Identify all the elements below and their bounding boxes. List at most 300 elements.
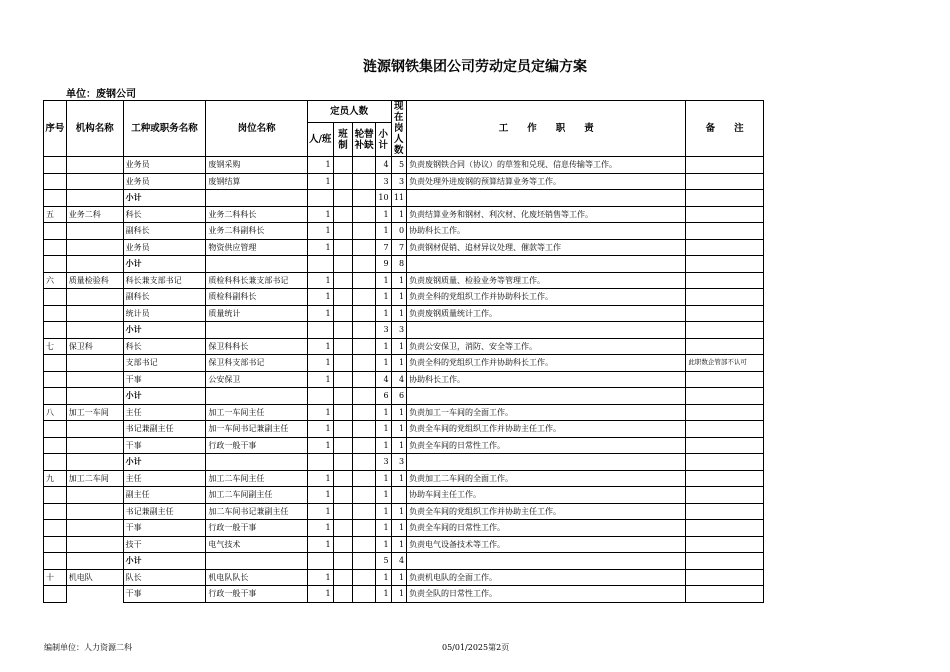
current-cell: 1 — [391, 305, 407, 322]
post-cell — [206, 454, 307, 471]
table-row — [44, 173, 764, 190]
seq-cell — [44, 487, 67, 504]
seq-cell — [44, 371, 67, 388]
post-cell: 机电队队长 — [206, 569, 307, 586]
post-cell: 加工一车间主任 — [206, 404, 307, 421]
seq-cell — [44, 520, 67, 537]
remark-cell — [686, 371, 764, 388]
current-cell: 1 — [391, 338, 407, 355]
table-row — [44, 206, 764, 223]
job-cell: 业务员 — [123, 173, 206, 190]
table-row — [44, 355, 764, 372]
current-cell — [391, 487, 407, 504]
remark-cell — [686, 272, 764, 289]
post-cell: 行政一般干事 — [206, 520, 307, 537]
post-cell: 电气技术 — [206, 536, 307, 553]
job-cell: 业务员 — [123, 239, 206, 256]
seq-cell — [44, 239, 67, 256]
table-row — [44, 536, 764, 553]
remark-cell: 此职数企管部不认可 — [686, 355, 764, 372]
seq-cell — [44, 388, 67, 405]
shifts-cell — [333, 569, 353, 586]
shifts-cell — [333, 338, 353, 355]
relief-cell — [353, 223, 376, 240]
seq-cell: 十 — [44, 569, 67, 586]
org-cell: 机电队 — [66, 569, 123, 586]
post-cell: 行政一般干事 — [206, 437, 307, 454]
subtotal-cell: 1 — [376, 569, 392, 586]
subtotal-label: 小计 — [123, 454, 206, 471]
org-cell — [66, 536, 123, 553]
current-cell: 1 — [391, 437, 407, 454]
table-row — [44, 371, 764, 388]
post-cell: 质量统计 — [206, 305, 307, 322]
duty-cell: 协助科长工作。 — [407, 371, 686, 388]
subtotal-row — [44, 454, 764, 471]
seq-cell — [44, 553, 67, 570]
shifts-cell — [333, 322, 353, 339]
duty-cell: 负责废钢质量统计工作。 — [407, 305, 686, 322]
job-cell: 支部书记 — [123, 355, 206, 372]
remark-cell — [686, 190, 764, 207]
shifts-cell — [333, 289, 353, 306]
duty-cell: 负责全车间的党组织工作并协助主任工作。 — [407, 421, 686, 438]
job-cell: 主任 — [123, 404, 206, 421]
header-duty: 工 作 职 责 — [407, 101, 686, 157]
subtotal-cell: 1 — [376, 421, 392, 438]
subtotal-cell: 5 — [376, 553, 392, 570]
current-cell: 1 — [391, 520, 407, 537]
job-cell: 副主任 — [123, 487, 206, 504]
shifts-cell — [333, 272, 353, 289]
job-cell: 书记兼副主任 — [123, 421, 206, 438]
remark-cell — [686, 157, 764, 174]
relief-cell — [353, 536, 376, 553]
post-cell — [206, 256, 307, 273]
shifts-cell — [333, 437, 353, 454]
table-row — [44, 305, 764, 322]
relief-cell — [353, 371, 376, 388]
person-shift-cell: 1 — [307, 487, 333, 504]
duty-cell — [407, 553, 686, 570]
shifts-cell — [333, 586, 353, 603]
person-shift-cell: 1 — [307, 206, 333, 223]
post-cell: 业务二科科长 — [206, 206, 307, 223]
person-shift-cell — [307, 553, 333, 570]
duty-cell: 负责废钢铁合同（协议）的草签和兑现、信息传输等工作。 — [407, 157, 686, 174]
duty-cell: 负责机电队的全面工作。 — [407, 569, 686, 586]
person-shift-cell — [307, 190, 333, 207]
org-cell — [66, 437, 123, 454]
current-cell: 1 — [391, 536, 407, 553]
table-row — [44, 487, 764, 504]
org-cell — [66, 388, 123, 405]
current-cell: 8 — [391, 256, 407, 273]
seq-cell — [44, 173, 67, 190]
person-shift-cell: 1 — [307, 289, 333, 306]
duty-cell: 负责全科的党组织工作并协助科长工作。 — [407, 355, 686, 372]
org-cell — [66, 223, 123, 240]
current-cell: 0 — [391, 223, 407, 240]
subtotal-cell: 1 — [376, 404, 392, 421]
person-shift-cell — [307, 322, 333, 339]
seq-cell — [44, 256, 67, 273]
subtotal-row — [44, 388, 764, 405]
subtotal-label: 小计 — [123, 388, 206, 405]
job-cell: 主任 — [123, 470, 206, 487]
table-body — [44, 157, 764, 603]
current-cell: 1 — [391, 569, 407, 586]
person-shift-cell: 1 — [307, 520, 333, 537]
relief-cell — [353, 206, 376, 223]
shifts-cell — [333, 454, 353, 471]
org-cell — [66, 256, 123, 273]
duty-cell: 负责钢材促销、追材异议处理、催款等工作 — [407, 239, 686, 256]
duty-cell: 负责结算业务和钢材、利次材、化废坯销售等工作。 — [407, 206, 686, 223]
seq-cell — [44, 289, 67, 306]
job-cell: 干事 — [123, 586, 206, 603]
subtotal-row — [44, 553, 764, 570]
seq-cell — [44, 305, 67, 322]
person-shift-cell: 1 — [307, 503, 333, 520]
duty-cell: 负责处理外进废钢的预算结算业务等工作。 — [407, 173, 686, 190]
relief-cell — [353, 421, 376, 438]
subtotal-cell: 1 — [376, 355, 392, 372]
relief-cell — [353, 404, 376, 421]
duty-cell: 负责全队的日常性工作。 — [407, 586, 686, 603]
subtotal-cell: 1 — [376, 338, 392, 355]
relief-cell — [353, 503, 376, 520]
subtotal-row — [44, 322, 764, 339]
org-cell — [66, 289, 123, 306]
duty-cell — [407, 454, 686, 471]
job-cell: 技干 — [123, 536, 206, 553]
shifts-cell — [333, 239, 353, 256]
header-post: 岗位名称 — [206, 101, 307, 157]
remark-cell — [686, 586, 764, 603]
seq-cell — [44, 157, 67, 174]
job-cell: 业务员 — [123, 157, 206, 174]
remark-cell — [686, 404, 764, 421]
remark-cell — [686, 239, 764, 256]
subtotal-label: 小计 — [123, 190, 206, 207]
relief-cell — [353, 239, 376, 256]
org-cell: 保卫科 — [66, 338, 123, 355]
seq-cell — [44, 437, 67, 454]
person-shift-cell: 1 — [307, 173, 333, 190]
duty-cell — [407, 322, 686, 339]
org-cell — [66, 173, 123, 190]
relief-cell — [353, 256, 376, 273]
post-cell — [206, 322, 307, 339]
document-title: 涟源钢铁集团公司劳动定员定编方案 — [363, 59, 587, 75]
remark-cell — [686, 536, 764, 553]
subtotal-cell: 3 — [376, 322, 392, 339]
header-subtotal: 小计 — [376, 123, 392, 157]
org-cell — [66, 553, 123, 570]
person-shift-cell — [307, 256, 333, 273]
subtotal-cell: 3 — [376, 173, 392, 190]
relief-cell — [353, 338, 376, 355]
relief-cell — [353, 173, 376, 190]
remark-cell — [686, 173, 764, 190]
org-cell — [66, 239, 123, 256]
header-shifts: 班制 — [333, 123, 353, 157]
shifts-cell — [333, 190, 353, 207]
shifts-cell — [333, 206, 353, 223]
seq-cell — [44, 223, 67, 240]
table-row — [44, 421, 764, 438]
subtotal-cell: 1 — [376, 437, 392, 454]
org-cell — [66, 305, 123, 322]
seq-cell — [44, 355, 67, 372]
table-row — [44, 503, 764, 520]
duty-cell — [407, 388, 686, 405]
relief-cell — [353, 437, 376, 454]
shifts-cell — [333, 355, 353, 372]
duty-cell — [407, 190, 686, 207]
subtotal-cell: 9 — [376, 256, 392, 273]
remark-cell — [686, 470, 764, 487]
remark-cell — [686, 289, 764, 306]
duty-cell: 负责加工一车间的全面工作。 — [407, 404, 686, 421]
subtotal-cell: 4 — [376, 157, 392, 174]
subtotal-label: 小计 — [123, 322, 206, 339]
table-row — [44, 272, 764, 289]
current-cell: 1 — [391, 503, 407, 520]
footer-page: 05/01/2025第2页 — [442, 643, 510, 652]
duty-cell: 负责废钢质量、检验业务等管理工作。 — [407, 272, 686, 289]
shifts-cell — [333, 388, 353, 405]
person-shift-cell: 1 — [307, 371, 333, 388]
table-row — [44, 404, 764, 421]
person-shift-cell: 1 — [307, 404, 333, 421]
remark-cell — [686, 421, 764, 438]
job-cell: 科长兼支部书记 — [123, 272, 206, 289]
remark-cell — [686, 223, 764, 240]
job-cell: 副科长 — [123, 289, 206, 306]
header-org: 机构名称 — [66, 101, 123, 157]
seq-cell: 九 — [44, 470, 67, 487]
shifts-cell — [333, 223, 353, 240]
seq-cell — [44, 190, 67, 207]
current-cell: 11 — [391, 190, 407, 207]
subtotal-cell: 1 — [376, 503, 392, 520]
table-row — [44, 569, 764, 586]
post-cell: 质检科副科长 — [206, 289, 307, 306]
job-cell: 干事 — [123, 437, 206, 454]
remark-cell — [686, 569, 764, 586]
table-row — [44, 289, 764, 306]
subtotal-cell: 1 — [376, 520, 392, 537]
remark-cell — [686, 338, 764, 355]
relief-cell — [353, 487, 376, 504]
seq-cell: 五 — [44, 206, 67, 223]
subtotal-cell: 1 — [376, 272, 392, 289]
org-cell — [66, 454, 123, 471]
current-cell: 7 — [391, 239, 407, 256]
duty-cell: 协助科长工作。 — [407, 223, 686, 240]
seq-cell — [44, 586, 67, 603]
shifts-cell — [333, 470, 353, 487]
current-cell: 1 — [391, 586, 407, 603]
remark-cell — [686, 388, 764, 405]
duty-cell: 负责全科的党组织工作并协助科长工作。 — [407, 289, 686, 306]
remark-cell — [686, 503, 764, 520]
remark-cell — [686, 520, 764, 537]
remark-cell — [686, 305, 764, 322]
header-person-shift: 人/班 — [307, 123, 333, 157]
person-shift-cell: 1 — [307, 223, 333, 240]
post-cell — [206, 553, 307, 570]
org-cell — [66, 503, 123, 520]
remark-cell — [686, 454, 764, 471]
seq-cell — [44, 503, 67, 520]
post-cell: 废钢结算 — [206, 173, 307, 190]
person-shift-cell: 1 — [307, 586, 333, 603]
subtotal-cell: 1 — [376, 470, 392, 487]
shifts-cell — [333, 536, 353, 553]
remark-cell — [686, 322, 764, 339]
seq-cell: 八 — [44, 404, 67, 421]
relief-cell — [353, 470, 376, 487]
current-cell: 1 — [391, 206, 407, 223]
relief-cell — [353, 569, 376, 586]
org-cell: 业务二科 — [66, 206, 123, 223]
relief-cell — [353, 157, 376, 174]
duty-cell: 负责公安保卫，消防、安全等工作。 — [407, 338, 686, 355]
org-cell: 质量检验科 — [66, 272, 123, 289]
seq-cell — [44, 322, 67, 339]
subtotal-cell: 6 — [376, 388, 392, 405]
footer-compiler: 编制单位：人力资源二科 — [44, 643, 132, 652]
person-shift-cell: 1 — [307, 569, 333, 586]
table-row — [44, 157, 764, 174]
header-quota: 定员人数 — [307, 101, 391, 123]
subtotal-cell: 3 — [376, 454, 392, 471]
current-cell: 3 — [391, 173, 407, 190]
duty-cell: 负责全车间的日常性工作。 — [407, 437, 686, 454]
relief-cell — [353, 388, 376, 405]
subtotal-cell: 1 — [376, 536, 392, 553]
subtotal-row — [44, 190, 764, 207]
relief-cell — [353, 289, 376, 306]
post-cell: 加二车间书记兼副主任 — [206, 503, 307, 520]
table-row — [44, 338, 764, 355]
subtotal-label: 小计 — [123, 256, 206, 273]
person-shift-cell: 1 — [307, 355, 333, 372]
current-cell: 6 — [391, 388, 407, 405]
post-cell: 业务二科副科长 — [206, 223, 307, 240]
subtotal-label: 小计 — [123, 553, 206, 570]
subtotal-cell: 7 — [376, 239, 392, 256]
job-cell: 科长 — [123, 206, 206, 223]
subtotal-row — [44, 256, 764, 273]
current-cell: 3 — [391, 322, 407, 339]
relief-cell — [353, 190, 376, 207]
person-shift-cell: 1 — [307, 536, 333, 553]
person-shift-cell: 1 — [307, 272, 333, 289]
current-cell: 1 — [391, 421, 407, 438]
duty-cell: 负责加工二车间的全面工作。 — [407, 470, 686, 487]
post-cell — [206, 388, 307, 405]
org-cell — [66, 520, 123, 537]
post-cell: 行政一般干事 — [206, 586, 307, 603]
org-cell: 加工一车间 — [66, 404, 123, 421]
post-cell: 公安保卫 — [206, 371, 307, 388]
subtotal-cell: 10 — [376, 190, 392, 207]
person-shift-cell — [307, 454, 333, 471]
job-cell: 干事 — [123, 371, 206, 388]
duty-cell: 负责全车间的党组织工作并协助主任工作。 — [407, 503, 686, 520]
subtotal-cell: 1 — [376, 305, 392, 322]
org-cell — [66, 421, 123, 438]
duty-cell: 负责全车间的日常性工作。 — [407, 520, 686, 537]
post-cell: 质检科科长兼支部书记 — [206, 272, 307, 289]
org-cell — [66, 322, 123, 339]
shifts-cell — [333, 256, 353, 273]
table-row — [44, 470, 764, 487]
header-seq: 序号 — [44, 101, 67, 157]
header-remark: 备 注 — [686, 101, 764, 157]
subtotal-cell: 1 — [376, 586, 392, 603]
relief-cell — [353, 454, 376, 471]
org-cell: 加工二车间 — [66, 470, 123, 487]
shifts-cell — [333, 404, 353, 421]
duty-cell — [407, 256, 686, 273]
post-cell: 保卫科支部书记 — [206, 355, 307, 372]
shifts-cell — [333, 173, 353, 190]
shifts-cell — [333, 553, 353, 570]
current-cell: 3 — [391, 454, 407, 471]
current-cell: 4 — [391, 371, 407, 388]
person-shift-cell: 1 — [307, 470, 333, 487]
relief-cell — [353, 322, 376, 339]
remark-cell — [686, 553, 764, 570]
header-relief: 轮替补缺 — [353, 123, 376, 157]
seq-cell — [44, 536, 67, 553]
remark-cell — [686, 256, 764, 273]
person-shift-cell: 1 — [307, 437, 333, 454]
subtotal-cell: 1 — [376, 289, 392, 306]
job-cell: 队长 — [123, 569, 206, 586]
current-cell: 1 — [391, 289, 407, 306]
seq-cell — [44, 454, 67, 471]
table-row — [44, 223, 764, 240]
subtotal-cell: 1 — [376, 223, 392, 240]
shifts-cell — [333, 305, 353, 322]
unit-label: 单位：废钢公司 — [66, 89, 136, 100]
org-cell — [66, 371, 123, 388]
staffing-table — [43, 100, 764, 603]
person-shift-cell: 1 — [307, 239, 333, 256]
org-cell — [66, 586, 123, 603]
relief-cell — [353, 355, 376, 372]
job-cell: 统计员 — [123, 305, 206, 322]
shifts-cell — [333, 503, 353, 520]
duty-cell: 负责电气设备技术等工作。 — [407, 536, 686, 553]
relief-cell — [353, 272, 376, 289]
table-row — [44, 586, 764, 603]
post-cell: 物资供应管理 — [206, 239, 307, 256]
post-cell: 加一车间书记兼副主任 — [206, 421, 307, 438]
remark-cell — [686, 487, 764, 504]
current-cell: 1 — [391, 404, 407, 421]
org-cell — [66, 487, 123, 504]
job-cell: 干事 — [123, 520, 206, 537]
post-cell: 废钢采购 — [206, 157, 307, 174]
shifts-cell — [333, 487, 353, 504]
